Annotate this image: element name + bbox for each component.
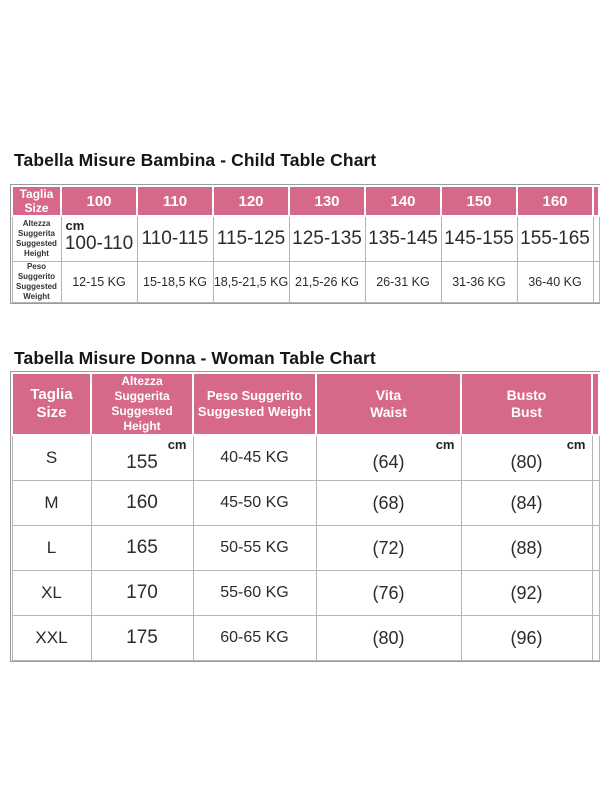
cm-unit-label: cm bbox=[435, 437, 455, 452]
cut-off-cell bbox=[592, 571, 599, 616]
height-label-it: Altezza Suggerita bbox=[114, 374, 170, 403]
height-label-en: Suggested Height bbox=[111, 404, 173, 433]
weight-cell: 26-31 KG bbox=[365, 262, 441, 303]
cut-off-column bbox=[593, 186, 599, 216]
label-line: Suggerita bbox=[18, 229, 55, 238]
woman-size-table-wrapper bbox=[10, 371, 600, 662]
cut-off-cell bbox=[592, 526, 599, 571]
cut-off-cell bbox=[592, 435, 599, 481]
bust-label-it: Busto bbox=[506, 387, 547, 403]
size-cell: L bbox=[12, 526, 91, 571]
child-size-col: 110 bbox=[137, 186, 213, 216]
woman-row-xl bbox=[12, 571, 599, 616]
bust-cell: (96) bbox=[461, 616, 592, 661]
waist-label-en: Waist bbox=[370, 404, 407, 420]
woman-waist-header-cell bbox=[316, 373, 461, 435]
weight-label-en: Suggested Weight bbox=[197, 404, 312, 419]
child-weight-row bbox=[12, 262, 599, 303]
cut-off-cell bbox=[593, 262, 599, 303]
woman-height-header-cell bbox=[91, 373, 193, 435]
height-value: 155 bbox=[126, 452, 158, 473]
woman-row-l bbox=[12, 526, 599, 571]
size-cell: XXL bbox=[12, 616, 91, 661]
bust-cell: (92) bbox=[461, 571, 592, 616]
woman-row-m bbox=[12, 481, 599, 526]
height-cell: 110-115 bbox=[137, 216, 213, 262]
cm-unit-label: cm bbox=[566, 437, 586, 452]
weight-cell: 21,5-26 KG bbox=[289, 262, 365, 303]
cm-unit-label: cm bbox=[167, 437, 187, 452]
height-cell: 145-155 bbox=[441, 216, 517, 262]
height-cell: 115-125 bbox=[213, 216, 289, 262]
woman-header-row bbox=[12, 373, 599, 435]
height-cell: 160 bbox=[91, 481, 193, 526]
child-size-col: 100 bbox=[61, 186, 137, 216]
label-line: Peso bbox=[26, 262, 47, 271]
cut-off-cell bbox=[593, 216, 599, 262]
height-value: 100-110 bbox=[64, 233, 134, 254]
waist-cell bbox=[316, 435, 461, 481]
size-cell: S bbox=[12, 435, 91, 481]
child-size-col: 120 bbox=[213, 186, 289, 216]
size-cell: M bbox=[12, 481, 91, 526]
woman-bust-header-cell bbox=[461, 373, 592, 435]
weight-cell: 12-15 KG bbox=[61, 262, 137, 303]
child-size-col: 140 bbox=[365, 186, 441, 216]
size-cell: XL bbox=[12, 571, 91, 616]
woman-weight-header-cell bbox=[193, 373, 316, 435]
child-size-col: 130 bbox=[289, 186, 365, 216]
size-label-it: Taglia bbox=[19, 187, 54, 201]
height-cell: 170 bbox=[91, 571, 193, 616]
weight-cell: 15-18,5 KG bbox=[137, 262, 213, 303]
label-line: Weight bbox=[23, 292, 50, 301]
label-line: Height bbox=[24, 249, 49, 258]
height-cell: 165 bbox=[91, 526, 193, 571]
weight-cell: 40-45 KG bbox=[193, 435, 316, 481]
waist-cell: (68) bbox=[316, 481, 461, 526]
cm-unit-label: cm bbox=[65, 218, 85, 233]
cut-off-column bbox=[592, 373, 599, 435]
height-row-label bbox=[12, 216, 61, 262]
child-size-col: 150 bbox=[441, 186, 517, 216]
size-label-en: Size bbox=[36, 404, 67, 421]
bust-cell bbox=[461, 435, 592, 481]
bust-cell: (88) bbox=[461, 526, 592, 571]
height-cell bbox=[61, 216, 137, 262]
waist-cell: (80) bbox=[316, 616, 461, 661]
child-header-row bbox=[12, 186, 599, 216]
child-size-table bbox=[11, 185, 600, 303]
bust-label-en: Bust bbox=[510, 404, 543, 420]
weight-cell: 60-65 KG bbox=[193, 616, 316, 661]
label-line: Altezza bbox=[22, 219, 51, 228]
woman-row-s bbox=[12, 435, 599, 481]
label-line: Suggested bbox=[16, 282, 57, 291]
bust-cell: (84) bbox=[461, 481, 592, 526]
weight-label-it: Peso Suggerito bbox=[206, 388, 303, 403]
woman-size-table bbox=[11, 372, 600, 661]
label-line: Suggerito bbox=[17, 272, 56, 281]
weight-row-label bbox=[12, 262, 61, 303]
weight-cell: 31-36 KG bbox=[441, 262, 517, 303]
bust-value: (80) bbox=[510, 452, 543, 472]
cut-off-cell bbox=[592, 481, 599, 526]
child-size-table-wrapper bbox=[10, 184, 600, 304]
child-size-col: 160 bbox=[517, 186, 593, 216]
weight-cell: 18,5-21,5 KG bbox=[213, 262, 289, 303]
waist-label-it: Vita bbox=[375, 387, 402, 403]
height-cell: 155-165 bbox=[517, 216, 593, 262]
height-cell: 175 bbox=[91, 616, 193, 661]
height-cell: 135-145 bbox=[365, 216, 441, 262]
child-height-row bbox=[12, 216, 599, 262]
size-label-en: Size bbox=[24, 201, 49, 215]
height-cell bbox=[91, 435, 193, 481]
weight-cell: 36-40 KG bbox=[517, 262, 593, 303]
woman-chart-title: Tabella Misure Donna - Woman Table Chart bbox=[14, 348, 376, 368]
cut-off-cell bbox=[592, 616, 599, 661]
waist-value: (64) bbox=[372, 452, 405, 472]
waist-cell: (76) bbox=[316, 571, 461, 616]
child-chart-title: Tabella Misure Bambina - Child Table Chart bbox=[14, 150, 377, 170]
weight-cell: 50-55 KG bbox=[193, 526, 316, 571]
size-label-it: Taglia bbox=[30, 386, 73, 403]
label-line: Suggested bbox=[16, 239, 57, 248]
child-size-header-cell bbox=[12, 186, 61, 216]
weight-cell: 45-50 KG bbox=[193, 481, 316, 526]
woman-row-xxl bbox=[12, 616, 599, 661]
height-cell: 125-135 bbox=[289, 216, 365, 262]
waist-cell: (72) bbox=[316, 526, 461, 571]
woman-size-header-cell bbox=[12, 373, 91, 435]
weight-cell: 55-60 KG bbox=[193, 571, 316, 616]
